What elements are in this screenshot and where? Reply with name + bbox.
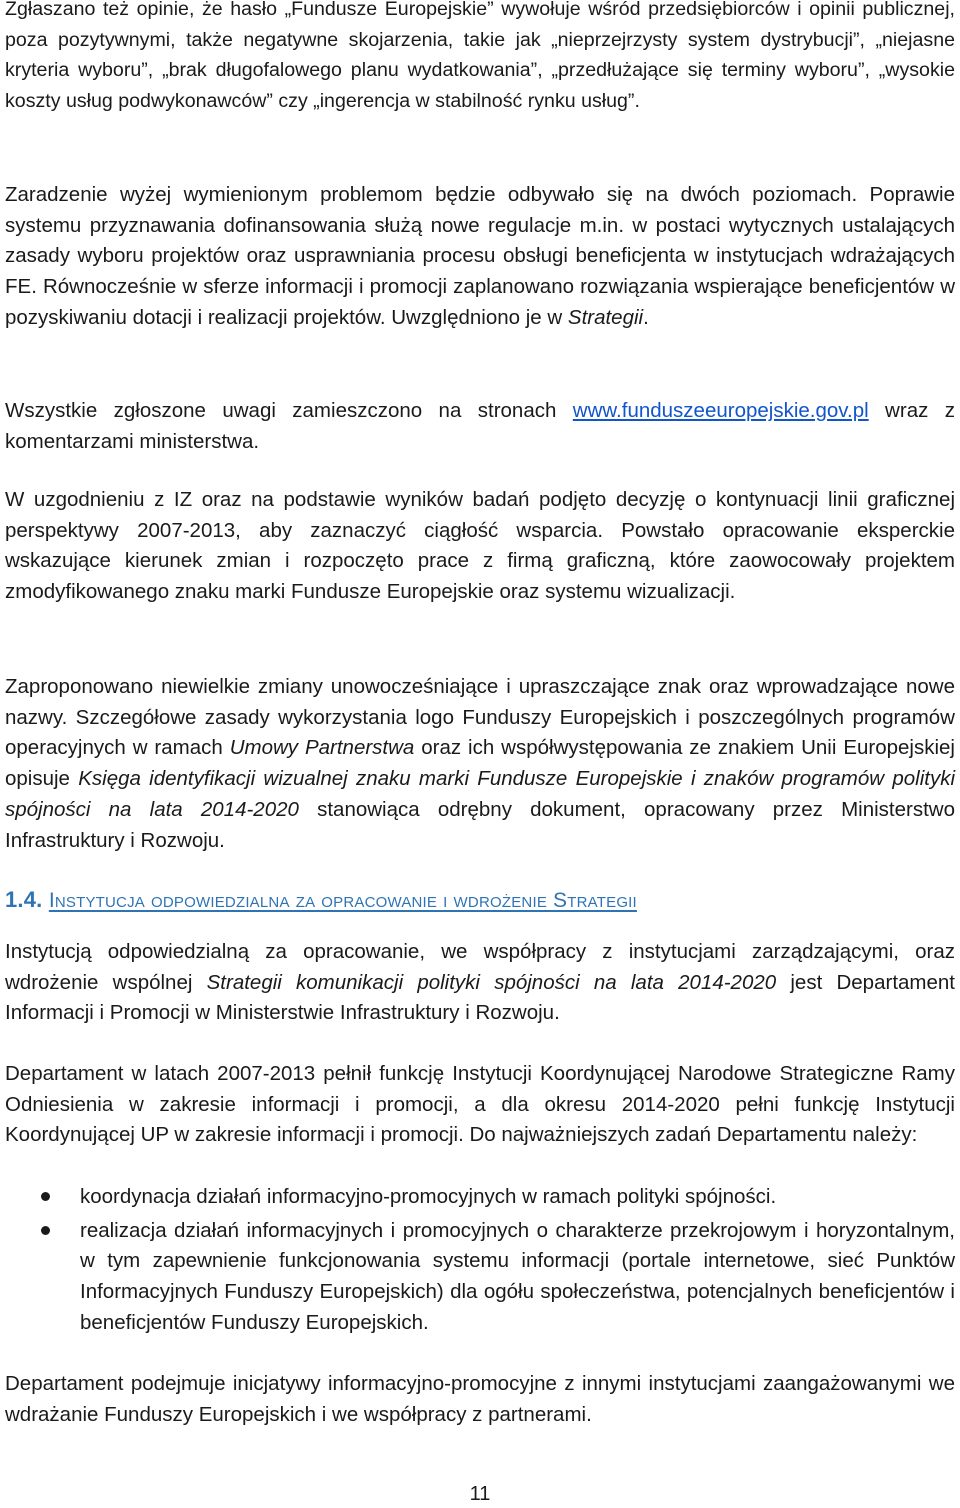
paragraph-institution [5,937,955,1029]
funduszeeuropejskie-link[interactable]: www.funduszeeuropejskie.gov.pl [572,399,869,422]
paragraph-remedy [5,180,955,334]
paragraph-remedy-end: . [643,305,649,329]
paragraph-remedy-text: Zaradzenie wyżej wymienionym problemom będzie odbywało się na dwóch poziomach. Poprawie systemu przyznawania dofinansowania służą nowe regulacje m.in. w postaci wytycznych ustalających zasady wyboru projektów oraz usprawniania procesu obsługi beneficjenta w instytucjach wdrażających FE. Równocześnie w sferze informacji i promocji zaplanowano rozwiązania wspierające beneficjentów w pozyskiwaniu dotacji i realizacji projektów. Uwzględniono je w [5,183,955,329]
page-number: 11 [469,1483,491,1505]
paragraph-opinions: Zgłaszano też opinie, że hasło „Fundusze Europejskie” wywołuje wśród przedsiębiorców i opinii publicznej, poza pozytywnymi, także negatywne skojarzenia, takie jak „nieprzejrzysty system dystrybucji”, „niejasne kryteria wyboru”, „brak długofalowego planu wydatkowania”, „przedłużające się terminy wyboru”, „wysokie koszty usług podwykonawców” czy „ingerencja w stabilność rynku usług”. [5,0,955,113]
paragraph-comments-end: wraz z komentarzami ministerstwa. [5,399,955,453]
bullet-icon [41,1226,50,1235]
paragraph-logo-rules [5,672,955,856]
section-heading [5,884,637,917]
paragraph-department: Departament w latach 2007-2013 pełnił funkcję Instytucji Koordynującej Narodowe Strategiczne Ramy Odniesienia w zakresie informacji i promocji, a dla okresu 2014-2020 pełni funkcję Instytucji Koordynującej UP w zakresie informacji i promocji. Do najważniejszych zadań Departamentu należy: [5,1062,955,1147]
paragraph-institution-text: Instytucją odpowiedzialną za opracowanie, we współpracy z instytucjami zarządzającymi, oraz wdrożenie wspólnej [5,940,955,994]
paragraph-comments-text: Wszystkie zgłoszone uwagi zamieszczono na stronach [5,399,573,422]
paragraph-logo-rules-end: stanowiąca odrębny dokument, opracowany przez Ministerstwo Infrastruktury i Rozwoju. [5,797,955,852]
paragraph-comments [5,396,955,457]
paragraph-initiatives: Departament podejmuje inicjatywy informacyjno-promocyjne z innymi instytucjami zaangażowanymi we wdrażanie Funduszy Europejskich i we współpracy z partnerami. [5,1372,955,1426]
paragraph-logo-rules-emphasis-1: Umowy Partnerstwa [229,736,415,760]
list-item-text: realizacja działań informacyjnych i promocyjnych o charakterze przekrojowym i horyzontalnym, w tym zapewnienie funkcjonowania systemu informacji (portale internetowe, sieć Punktów Informacyjnych Funduszy Europejskich) dla ogółu społeczeństwa, potencjalnych beneficjentów i beneficjentów Funduszy Europejskich. [80,1218,955,1334]
list-item [5,1216,955,1339]
paragraph-institution-end: jest Departament Informacji i Promocji w Ministerstwie Infrastruktury i Rozwoju. [5,970,955,1025]
paragraph-graphic-line: W uzgodnieniu z IZ oraz na podstawie wyników badań podjęto decyzję o kontynuacji linii graficznej perspektywy 2007-2013, aby zaznaczyć ciągłość wsparcia. Powstało opracowanie eksperckie wskazujące kierunek zmian i rozpoczęto prace z firmą graficzną, które zaowocowały projektem zmodyfikowanego znaku marki Fundusze Europejskie oraz systemu wizualizacji. [5,488,955,604]
paragraph-logo-rules-mid: oraz ich współwystępowania ze znakiem Unii Europejskiej opisuje [5,736,955,791]
list-item-text: koordynacja działań informacyjno-promocyjnych w ramach polityki spójności. [80,1185,777,1208]
paragraph-remedy-emphasis: Strategii [567,305,644,329]
department-tasks-list [5,1182,955,1339]
section-number: 1.4. [5,887,43,912]
paragraph-logo-rules-text: Zaproponowano niewielkie zmiany unowocześniające i upraszczające znak oraz wprowadzające nowe nazwy. Szczegółowe zasady wykorzystania logo Funduszy Europejskich i poszczególnych programów operacyjnych w ramach [5,675,955,760]
paragraph-logo-rules-emphasis-2: Księga identyfikacji wizualnej znaku marki Fundusze Europejskie i znaków programów polityki spójności na lata 2014-2020 [5,767,955,821]
section-title: Instytucja odpowiedzialna za opracowanie i wdrożenie Strategii [48,889,637,912]
bullet-icon [41,1192,50,1201]
paragraph-institution-emphasis: Strategii komunikacji polityki spójności na lata 2014-2020 [206,970,777,994]
list-item [5,1182,955,1213]
